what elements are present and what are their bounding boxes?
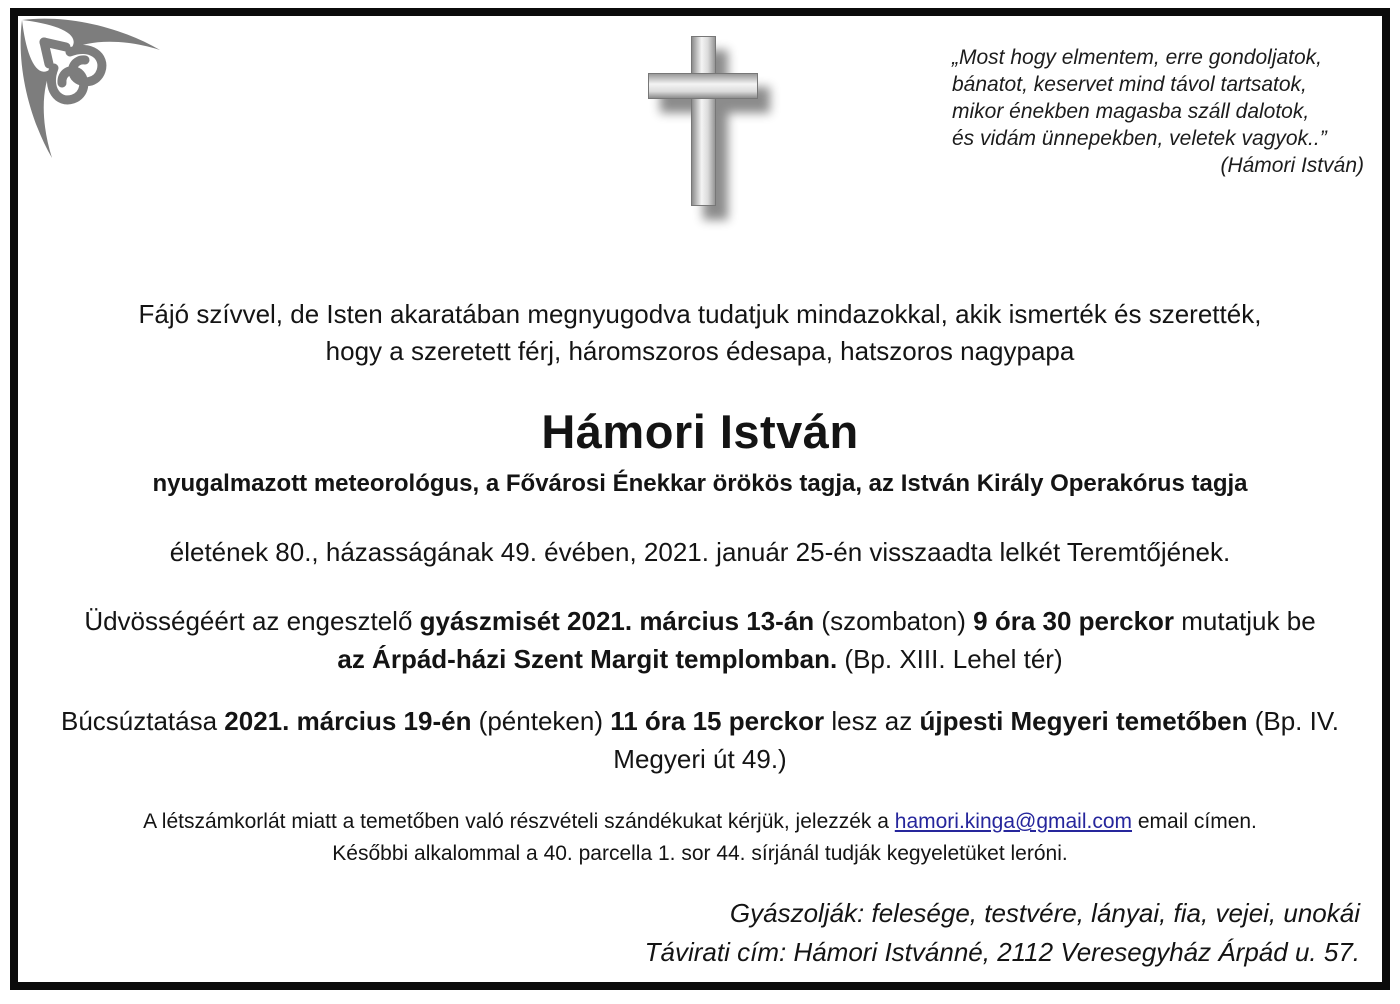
- mass-text: mutatjuk be: [1174, 606, 1316, 636]
- contact-email-link[interactable]: hamori.kinga@gmail.com: [894, 810, 1133, 833]
- announcement-intro: [40, 296, 1360, 370]
- quote-line: „Most hogy elmentem, erre gondoljatok,: [952, 46, 1323, 69]
- mass-text: Üdvösségéért az engesztelő: [84, 606, 420, 636]
- farewell-text: Búcsúztatása: [60, 706, 225, 736]
- memorial-mass-paragraph: [40, 602, 1360, 678]
- farewell-text: (pénteken): [471, 706, 611, 736]
- farewell-date: 2021. március 19-én: [224, 706, 472, 736]
- quote-line: bánatot, keservet mind távol tartsatok,: [952, 73, 1307, 96]
- farewell-paragraph: [40, 702, 1360, 778]
- mass-church-address: (Bp. XIII. Lehel tér): [837, 644, 1063, 674]
- mourners-block: [40, 894, 1360, 972]
- intro-line-1: Fájó szívvel, de Isten akaratában megnyugodva tudatjuk mindazokkal, akik ismerték és szerették,: [138, 299, 1262, 329]
- intro-line-2: hogy a szeretett férj, háromszoros édesapa, hatszoros nagypapa: [325, 336, 1075, 366]
- cross-vertical-bar: [691, 36, 716, 206]
- farewell-time: 11 óra 15 perckor: [610, 706, 825, 736]
- opening-quote: [952, 44, 1364, 179]
- deceased-titles: nyugalmazott meteorológus, a Fővárosi Énekkar örökös tagja, az István Király Operakórus tagja: [152, 470, 1248, 497]
- farewell-cemetery: újpesti Megyeri temetőben: [919, 706, 1248, 736]
- mass-date: gyászmisét 2021. március 13-án: [419, 606, 815, 636]
- quote-line: és vidám ünnepekben, veletek vagyok..”: [952, 127, 1327, 150]
- grave-location-line: Későbbi alkalommal a 40. parcella 1. sor 44. sírjánál tudják kegyeletüket leróni.: [332, 842, 1068, 865]
- telegram-address-line: Távirati cím: Hámori Istvánné, 2112 Veresegyház Árpád u. 57.: [644, 937, 1360, 967]
- cross-icon: [648, 36, 758, 206]
- corner-flourish-icon: [14, 12, 164, 162]
- cross-horizontal-bar: [648, 73, 758, 99]
- attendance-note: [40, 806, 1360, 870]
- death-announcement-line: életének 80., házasságának 49. évében, 2021. január 25-én visszaadta lelkét Teremtőjének.: [169, 537, 1231, 567]
- mass-text: (szombaton): [814, 606, 974, 636]
- quote-attribution: (Hámori István): [1220, 154, 1364, 177]
- deceased-name: Hámori István: [541, 405, 859, 458]
- mass-church: az Árpád-házi Szent Margit templomban.: [337, 644, 838, 674]
- farewell-cemetery-address: (Bp. IV. Megyeri út 49.): [613, 706, 1340, 774]
- mourners-line: Gyászolják: felesége, testvére, lányai, fia, vejei, unokái: [729, 898, 1360, 928]
- note-text: email címen.: [1132, 810, 1257, 833]
- farewell-text: lesz az: [824, 706, 920, 736]
- quote-line: mikor énekben magasba száll dalotok,: [952, 100, 1310, 123]
- mass-time: 9 óra 30 perckor: [973, 606, 1175, 636]
- note-text: A létszámkorlát miatt a temetőben való részvételi szándékukat kérjük, jelezzék a: [143, 810, 895, 833]
